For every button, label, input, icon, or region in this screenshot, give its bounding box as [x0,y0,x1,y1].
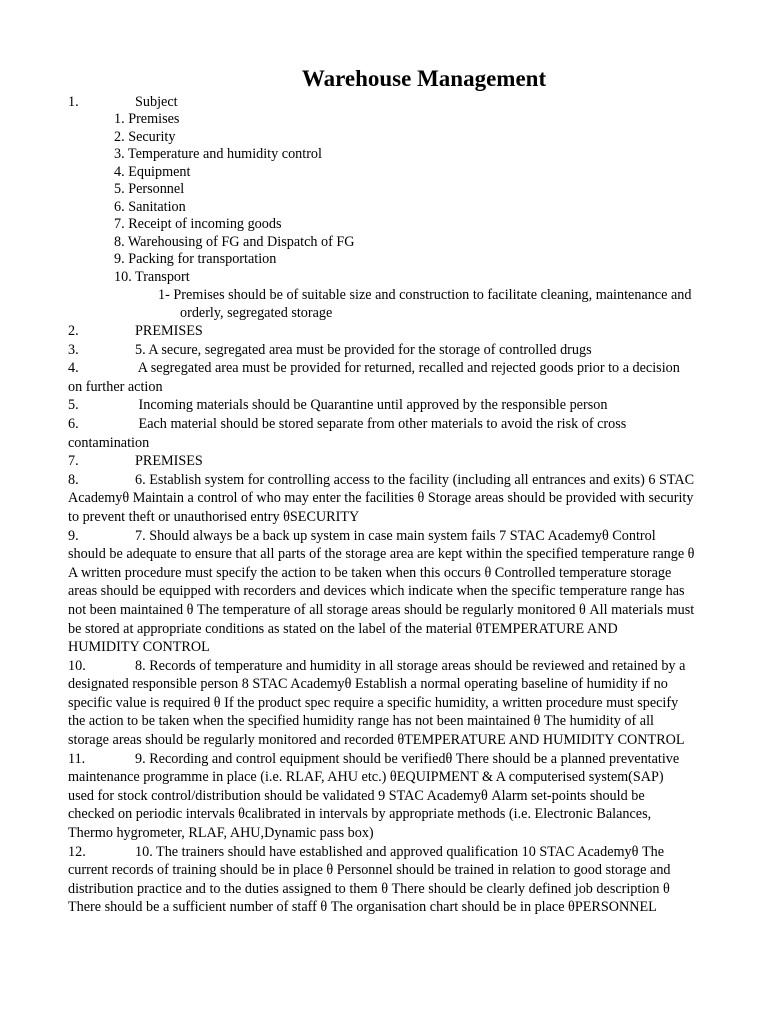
row-number: 5. [68,397,79,414]
paragraph-first-line [68,415,738,434]
paragraph-line: areas should be equipped with recorders and devices which indicate when the specific temperature range has [68,583,685,600]
paragraph-text: Incoming materials should be Quarantine until approved by the responsible person [135,397,608,414]
numbered-paragraph [68,750,738,843]
subject-item: 7. Receipt of incoming goods [114,216,282,232]
row-number: 10. [68,657,86,674]
paragraph-line: A written procedure must specify the action to be taken when this occurs θ Controlled temperature storage [68,564,672,581]
paragraph-line: checked on periodic intervals θcalibrated in intervals by appropriate methods (i.e. Electronic Balances, [68,806,652,823]
premises-note [68,286,738,322]
numbered-paragraph [68,359,738,396]
subject-item: 2. Security [114,128,176,145]
row-number: 6. [68,415,79,432]
paragraph-text: PREMISES [135,323,203,339]
numbered-paragraph [68,657,738,750]
paragraph-first-line [68,341,738,360]
subject-item: 5. Personnel [114,181,185,197]
row-number: 8. [68,471,79,488]
numbered-paragraph [68,415,738,452]
paragraph-line: storage areas should be regularly monitored and recorded θTEMPERATURE AND HUMIDITY CONTROL [68,732,685,749]
row-number: 9. [68,527,79,544]
paragraph-text: 5. A secure, segregated area must be provided for the storage of controlled drugs [135,341,592,358]
paragraph-text: 9. Recording and control equipment should be verifiedθ There should be a planned preventative [135,750,680,767]
subject-header-row [68,93,738,111]
premises-note-line: 1- Premises should be of suitable size and construction to facilitate cleaning, maintenance and [158,287,692,303]
row-number: 12. [68,843,86,860]
paragraph-line: designated responsible person 8 STAC Academyθ Establish a normal operating baseline of humidity if no [68,676,668,693]
row-number: 2. [68,323,79,339]
numbered-rows [68,322,738,917]
paragraph-line: to prevent theft or unauthorised entry θSECURITY [68,508,360,525]
paragraph-line: HUMIDITY CONTROL [68,639,210,656]
paragraph-text: PREMISES [135,453,203,470]
paragraph-first-line [68,657,738,676]
paragraph-first-line [68,750,738,769]
subject-item: 10. Transport [114,268,190,285]
paragraph-line: not been maintained θ The temperature of all storage areas should be regularly monitored θ All materials must [68,601,695,618]
paragraph-first-line [68,527,738,546]
subject-item: 8. Warehousing of FG and Dispatch of FG [114,233,355,250]
paragraph-first-line [68,322,738,341]
document-body [68,93,738,917]
paragraph-text: 8. Records of temperature and humidity in all storage areas should be reviewed and retained by a [135,657,686,674]
premises-note-line: orderly, segregated storage [180,305,333,321]
paragraph-line: used for stock control/distribution should be validated 9 STAC Academyθ Alarm set-points should be [68,787,645,804]
numbered-paragraph [68,322,738,341]
paragraph-line: Academyθ Maintain a control of who may enter the facilities θ Storage areas should be provided with security [68,490,694,507]
paragraph-first-line [68,396,738,415]
paragraph-text: 7. Should always be a back up system in case main system fails 7 STAC Academyθ Control [135,527,656,544]
numbered-paragraph [68,396,738,415]
numbered-paragraph [68,527,738,657]
subject-heading: Subject [135,94,178,110]
paragraph-line: distribution practice and to the duties assigned to them θ There should be clearly defined job description θ [68,880,670,897]
paragraph-first-line [68,843,738,862]
paragraph-text: 10. The trainers should have established and approved qualification 10 STAC Academyθ The [135,843,665,860]
subject-item: 9. Packing for transportation [114,251,277,267]
paragraph-line: There should be a sufficient number of staff θ The organisation chart should be in place θPERSONNEL [68,899,657,916]
paragraph-line: contamination [68,434,150,451]
paragraph-first-line [68,359,738,378]
row-number: 11. [68,750,86,767]
subject-list [68,111,738,286]
document-title: Warehouse Management [301,66,547,91]
paragraph-line: current records of training should be in place θ Personnel should be trained in relation to good storage and [68,862,671,879]
paragraph-line: Thermo hygrometer, RLAF, AHU,Dynamic pass box) [68,825,374,842]
paragraph-first-line [68,471,738,490]
subject-item: 4. Equipment [114,163,191,180]
paragraph-text: A segregated area must be provided for returned, recalled and rejected goods prior to a decision [135,360,680,377]
paragraph-line: should be adequate to ensure that all parts of the storage area are kept within the specified temperature range θ [68,546,695,563]
paragraph-first-line [68,452,738,471]
numbered-paragraph [68,843,738,917]
subject-item: 6. Sanitation [114,198,186,215]
subject-item: 3. Temperature and humidity control [114,146,322,162]
row-number: 4. [68,360,79,377]
paragraph-text: Each material should be stored separate from other materials to avoid the risk of cross [135,415,627,432]
numbered-paragraph [68,341,738,360]
paragraph-line: specific value is required θ If the product spec require a specific humidity, a written procedure must specify [68,694,679,711]
numbered-paragraph [68,471,738,527]
row-number: 1. [68,94,79,110]
paragraph-text: 6. Establish system for controlling access to the facility (including all entrances and exits) 6 STAC [135,471,695,488]
paragraph-line: be stored at appropriate conditions as stated on the label of the material θTEMPERATURE AND [68,620,618,637]
numbered-paragraph [68,452,738,471]
paragraph-line: the action to be taken when the specified humidity range has not been maintained θ The humidity of all [68,713,654,730]
row-number: 3. [68,341,79,358]
paragraph-line: maintenance programme in place (i.e. RLAF, AHU etc.) θEQUIPMENT & A computerised system(SAP) [68,769,664,786]
subject-item: 1. Premises [114,111,180,127]
row-number: 7. [68,453,79,470]
paragraph-line: on further action [68,378,163,395]
